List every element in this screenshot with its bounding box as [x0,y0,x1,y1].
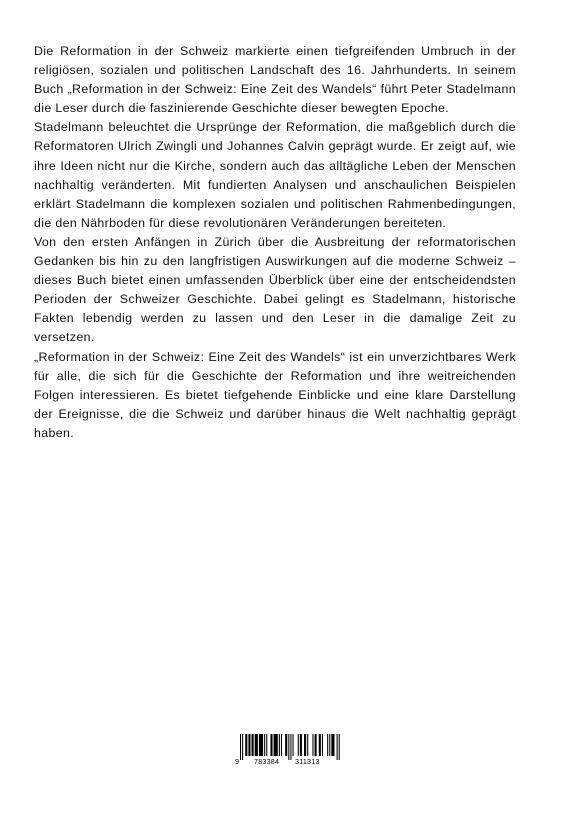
barcode-bar [255,734,258,756]
barcode-bar [331,734,334,756]
barcode-bar [281,734,282,756]
barcode-right-group: 311313 [295,757,320,766]
barcode-bar [264,734,265,756]
blurb-paragraph-3: Von den ersten Anfängen in Zürich über die Ausbreitung der reformatorischen Gedanken bis hin zu den langfristigen Auswirkungen auf die moderne Schweiz – dieses Buch bietet einen umfassenden Überblick über eine der entscheidendsten Perioden der Schweizer Geschichte. Dabei gelingt es Stadelmann, historische Fakten lebendig werden zu lassen und den Leser in die damalige Zeit zu versetzen. [34,234,516,345]
barcode-left-group: 783384 [254,757,280,766]
barcode-bar [327,734,328,756]
barcode-bar [259,734,263,756]
barcode-bar [315,734,317,756]
barcode-bar [248,734,250,756]
blurb-paragraph-1: Die Reformation in der Schweiz markierte einen tiefgreifenden Umbruch in der religiösen, sozialen und politischen Landschaft des 16. Jahrhunderts. In seinem Buch „Reformation in der Schweiz: Eine Zeit des Wandels“ führt Peter Stadelmann die Leser durch die faszinierende Geschichte dieser bewegten Epoche. [34,44,516,116]
barcode-digits [232,756,348,768]
barcode-bar [266,734,267,756]
barcode-bar [329,734,330,756]
blurb-paragraph-2: Stadelmann beleuchtet die Ursprünge der Reformation, die maßgeblich durch die Reformatoren Ulrich Zwingli und Johannes Calvin geprägt wurde. Er zeigt auf, wie ihre Ideen nicht nur die Kirche, sondern auch das alltägliche Leben der Menschen nachhaltig veränderten. Mit fundierten Analysen und anschaulichen Beispielen erklärt Stadelmann die komplexen sozialen und politischen Rahmenbedingungen, die den Nährboden für diese revolutionären Veränderungen bereiteten. [34,120,516,230]
barcode-bar [245,734,247,756]
blurb-paragraph-4: „Reformation in der Schweiz: Eine Zeit des Wandels“ ist ein unverzichtbares Werk für alle, die sich für die Geschichte der Reformation und ihre weitreichenden Folgen interessieren. Es bietet tiefgehende Einblicke und eine klare Darstellung der Ereignisse, die die Schweiz und darüber hinaus die Welt nachhaltig geprägt haben. [34,349,516,440]
barcode-bar [293,734,294,756]
barcode-bar [252,734,254,756]
barcode-bar [322,734,323,756]
barcode-bar [304,734,306,756]
barcode-bar [312,734,313,756]
isbn-barcode [232,734,348,768]
barcode-bar [279,734,280,756]
barcode-bar [298,734,299,756]
barcode-bar [285,734,287,756]
barcode-bar [274,734,278,756]
barcode-bar [270,734,272,756]
barcode-bar [300,734,302,756]
barcode-bar [307,734,308,756]
barcode-first-digit: 9 [235,757,239,766]
barcode-bar [319,734,321,756]
blurb-text [34,42,516,443]
